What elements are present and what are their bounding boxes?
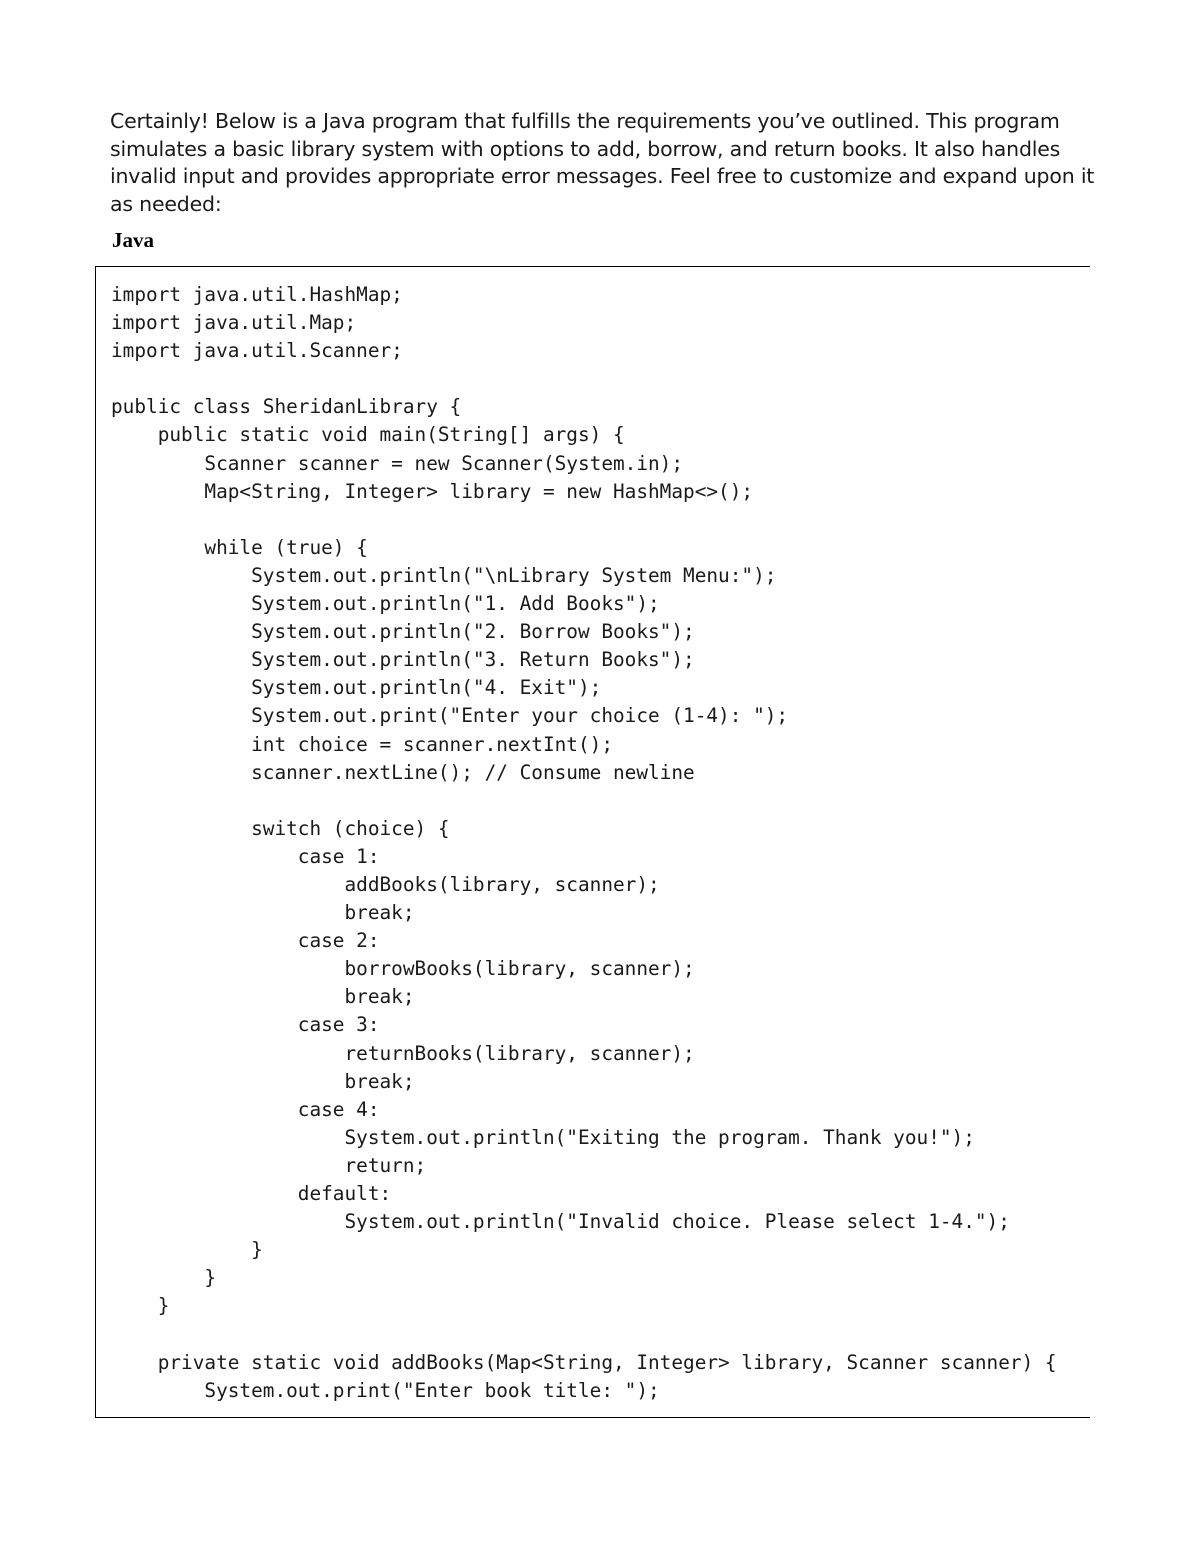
code-line: } xyxy=(111,1294,170,1318)
code-language-label: Java xyxy=(112,228,154,252)
code-line: public static void main(String[] args) { xyxy=(111,423,625,447)
code-line: while (true) { xyxy=(111,535,368,559)
code-line: public class SheridanLibrary { xyxy=(111,395,462,419)
code-line: case 2: xyxy=(111,929,380,953)
code-line: return; xyxy=(111,1153,427,1177)
code-line: System.out.print("Enter book title: "); xyxy=(111,1378,660,1402)
code-line: System.out.print("Enter your choice (1-4): "); xyxy=(111,704,789,728)
code-line: System.out.println("3. Return Books"); xyxy=(111,648,695,672)
code-line: private static void addBooks(Map<String, Integer> library, Scanner scanner) { xyxy=(111,1350,1057,1374)
code-line: Scanner scanner = new Scanner(System.in); xyxy=(111,451,684,475)
code-line xyxy=(111,365,1057,393)
code-line: borrowBooks(library, scanner); xyxy=(111,957,695,981)
code-line: break; xyxy=(111,1069,415,1093)
code-line: import java.util.HashMap; xyxy=(111,283,403,306)
code-line: System.out.println("\nLibrary System Menu:"); xyxy=(111,563,777,587)
code-line: System.out.println("4. Exit"); xyxy=(111,676,602,700)
code-line: break; xyxy=(111,985,415,1009)
code-line: case 3: xyxy=(111,1013,380,1037)
code-line: } xyxy=(111,1266,217,1290)
code-line: import java.util.Map; xyxy=(111,311,357,335)
code-line: System.out.println("Invalid choice. Please select 1-4."); xyxy=(111,1210,1010,1234)
code-line: System.out.println("1. Add Books"); xyxy=(111,592,660,616)
code-line xyxy=(111,506,1057,534)
code-line: Map<String, Integer> library = new HashMap<>(); xyxy=(111,479,754,503)
code-line: default: xyxy=(111,1182,392,1205)
code-line: addBooks(library, scanner); xyxy=(111,872,660,896)
code-line: switch (choice) { xyxy=(111,816,450,840)
code-block xyxy=(111,281,1057,1405)
code-line xyxy=(111,787,1057,815)
intro-paragraph: Certainly! Below is a Java program that fulfills the requirements you’ve outlined. This program simulates a basic library system with options to add, borrow, and return books. It also handles invalid input and provides appropriate error messages. Feel free to customize and expand upon it as needed: xyxy=(110,109,1095,216)
code-line: scanner.nextLine(); // Consume newline xyxy=(111,760,695,784)
code-line: case 4: xyxy=(111,1097,380,1121)
code-line: returnBooks(library, scanner); xyxy=(111,1041,695,1065)
code-line xyxy=(111,1320,1057,1348)
code-line: import java.util.Scanner; xyxy=(111,339,403,363)
code-line: int choice = scanner.nextInt(); xyxy=(111,732,613,756)
code-line: System.out.println("Exiting the program. Thank you!"); xyxy=(111,1125,975,1149)
code-line: break; xyxy=(111,901,415,925)
code-line: } xyxy=(111,1238,263,1262)
code-line: case 1: xyxy=(111,844,380,868)
code-line: System.out.println("2. Borrow Books"); xyxy=(111,620,695,644)
